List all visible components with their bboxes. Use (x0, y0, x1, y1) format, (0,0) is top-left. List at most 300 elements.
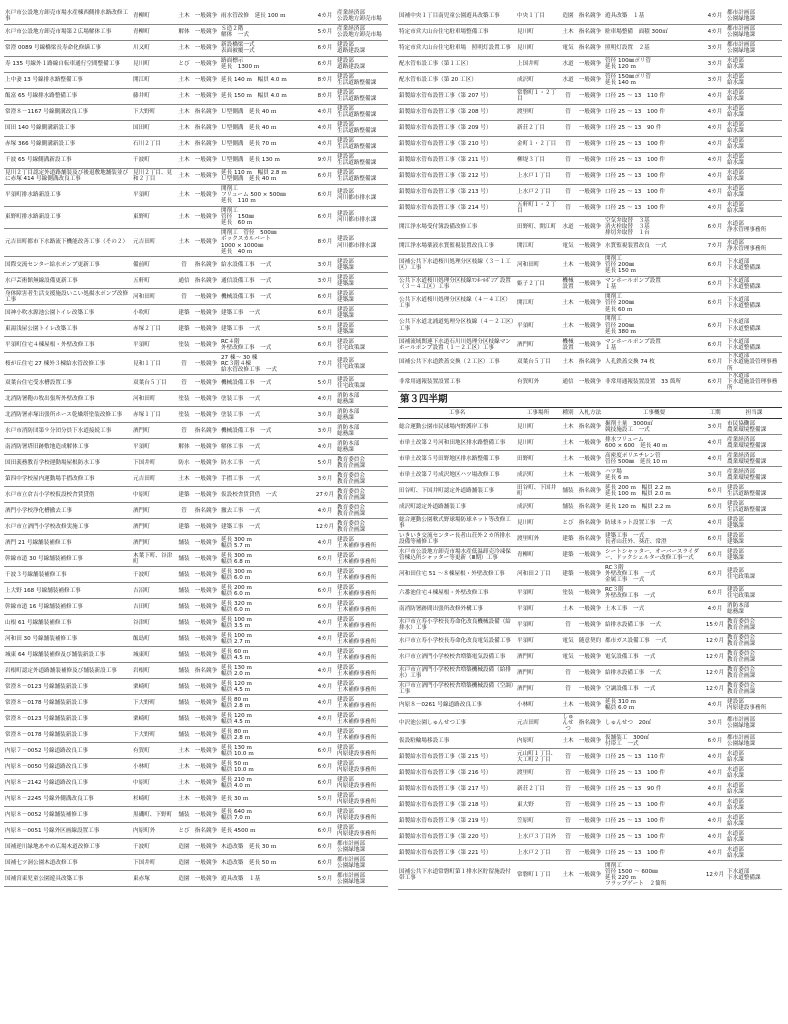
table-cell: 4カ月 (704, 184, 726, 200)
table-cell: 建築工事 一式 (220, 321, 314, 337)
table-cell: 鉛製給水管布設替工事（第 210 号） (398, 136, 516, 152)
table-cell: 木葉下町、谷津町 (132, 551, 176, 567)
table-cell: 開削工 管径 500㎜ ボックスカルバート 1000 × 1000㎜ 延長 40 ｍ (220, 228, 314, 256)
table-cell: 管 (560, 681, 576, 697)
table-cell: 6カ月 (314, 583, 336, 599)
table-cell: 6カ月 (704, 337, 726, 353)
table-cell: 内原８－2245 号線外側溝改良工事 (4, 791, 132, 807)
table-cell: 6カ月 (314, 839, 336, 855)
table-cell: 6カ月 (314, 855, 336, 871)
table-cell: 電気 (560, 649, 576, 665)
table-cell: 一般競争 (576, 435, 604, 451)
table-cell: 延長 130 ｍ 幅員 10.0 ｍ (220, 743, 314, 759)
table-cell: 延長 130 ｍ 幅員 2.0 ｍ (220, 663, 314, 679)
table-cell: Ｕ型側溝 延長 40 ｍ (220, 120, 314, 136)
table-cell: 田谷町、下国井町認定外道路舗装工事 (398, 483, 516, 499)
table-cell: 3カ月 (314, 273, 336, 289)
table-cell: 管 (560, 88, 576, 104)
table-cell: 下水道部 下水道整備課 (726, 337, 782, 353)
table-row (4, 807, 388, 823)
table-cell: 平須町 (516, 601, 560, 617)
table-cell: 管 (560, 665, 576, 681)
table-cell: 4カ月 (704, 781, 726, 797)
table-cell: 水道部 浄水管理事務所 (726, 238, 782, 254)
table-cell: 城東町 (132, 647, 176, 663)
table-cell: 建築工事 一式 長者山荘外、葵荘、常澄 (604, 531, 704, 547)
table-cell: 水戸市立酒門小学校校舎増築機械設備（給排水）工事 (398, 665, 516, 681)
table-cell: 4カ月 (314, 727, 336, 743)
table-cell: 舗装 (176, 679, 192, 695)
table-cell: 市単土改第２号河和田地区排水路整備工事 (398, 435, 516, 451)
table-cell: 一般競争 (576, 372, 604, 392)
table-cell: 舗装 (176, 695, 192, 711)
table-cell: 土木 (176, 104, 192, 120)
table-cell: 産業経済部 公設地方卸売市場 (336, 24, 388, 40)
table-cell: 中原町 (132, 487, 176, 503)
table-cell: 土木 (176, 228, 192, 256)
table-row (398, 238, 782, 254)
table-cell: 鉛製給水管布設替工事（第 217 号） (398, 781, 516, 797)
table-cell: 6カ月 (314, 56, 336, 72)
table-cell: 栗崎町 (132, 711, 176, 727)
table-cell: 都市計画部 公園緑地課 (726, 733, 782, 749)
table-cell: 給排水設備工事 一式 (604, 617, 704, 633)
table-cell: 6カ月 (704, 531, 726, 547)
table-cell: 都市計画部 公園緑地課 (726, 40, 782, 56)
table-cell: 建設部 道路建設課 (336, 40, 388, 56)
table-cell: 開削工 管径 200㎜ 延長 150 ｍ (604, 254, 704, 276)
table-row (398, 531, 782, 547)
table-cell: 3カ月 (704, 40, 726, 56)
table-cell: 舗装 (176, 663, 192, 679)
table-cell: 酒門町 (132, 519, 176, 535)
table-cell: 口径 25 ～ 13 90 件 (604, 120, 704, 136)
table-cell: 12カ月 (704, 633, 726, 649)
table-cell: 延長 320 ｍ 幅員 6.0 ｍ (220, 599, 314, 615)
table-cell: 内原８－0051 号線外区画線設置工事 (4, 823, 132, 839)
table-cell: 教育委員会 教育企画課 (726, 617, 782, 633)
table-cell: 8カ月 (314, 88, 336, 104)
table-cell: 指名競争 (192, 423, 220, 439)
table-cell: 土木 (176, 775, 192, 791)
table-cell: 延長 120 ｍ 幅員 4.5 ｍ (220, 711, 314, 727)
table-cell: 土木 (176, 136, 192, 152)
table-row (4, 567, 388, 583)
table-cell: 市単土改第５号田野地区排水路整備工事 (398, 451, 516, 467)
table-cell: 通信設備工事 一式 (220, 273, 314, 289)
table-cell: 一般競争 (576, 585, 604, 601)
table-cell: 6カ月 (314, 567, 336, 583)
table-cell: 建設部 土木補修事務所 (336, 663, 388, 679)
table-cell: とび (176, 823, 192, 839)
table-cell: 中沢池公園しゅんせつ工事 (398, 713, 516, 733)
table-cell: 平須町 (132, 184, 176, 206)
table-cell: 建設部 生活道路整備課 (336, 152, 388, 168)
table-cell: 4カ月 (314, 8, 336, 24)
table-cell: 青柳町 (132, 8, 176, 24)
table-cell: 指名競争 (192, 257, 220, 273)
table-cell: 掘削土量 3000㎥ 競技施設工 一式 (604, 419, 704, 435)
table-cell: 内原町 (516, 733, 560, 749)
table-cell: 一般競争 (192, 551, 220, 567)
header-cell: 種別 (560, 408, 576, 419)
table-cell: 一般競争 (192, 759, 220, 775)
table-cell: 国際交流センター給水ポンプ更新工事 (4, 257, 132, 273)
table-cell: 水戸市立酒門小学校校舎増築電気設備工事 (398, 649, 516, 665)
table-cell: 遊具改築 １基 (220, 871, 314, 887)
table-row (4, 8, 388, 24)
table-cell: 青柳町 (516, 547, 560, 563)
table-cell: 6カ月 (704, 499, 726, 515)
table-cell: 国補七ツ洞公園木道改修工事 (4, 855, 132, 871)
quarter-3-table-body (398, 419, 782, 889)
table-cell: 6カ月 (314, 775, 336, 791)
table-cell: 15カ月 (704, 617, 726, 633)
table-cell: 双葉台住宅受水槽設置工事 (4, 375, 132, 391)
table-cell: 5カ月 (314, 321, 336, 337)
table-cell: 水戸市立寿小学校長寿命化改良電気設備工事 (398, 633, 516, 649)
table-cell: 5カ月 (314, 871, 336, 887)
table-cell: 一般競争 (192, 337, 220, 353)
table-cell: 鉛製給水管布設替工事（第 208 号） (398, 104, 516, 120)
table-cell: 建設部 建築課 (336, 273, 388, 289)
table-cell: 建築 (560, 563, 576, 585)
table-row (398, 633, 782, 649)
table-cell: 山根 61 号線舗装補修工事 (4, 615, 132, 631)
table-cell: 指名競争 (192, 823, 220, 839)
table-cell: 田野町、開江町 (516, 216, 560, 238)
table-cell: 教育委員会 教育企画課 (726, 665, 782, 681)
table-row (4, 711, 388, 727)
table-cell: 口径 25 ～ 13 110 件 (604, 88, 704, 104)
table-cell: 建設部 土木補修事務所 (336, 711, 388, 727)
table-cell: 一般競争 (576, 829, 604, 845)
table-cell: 一般競争 (576, 120, 604, 136)
table-cell: 建設部 土木補修事務所 (336, 567, 388, 583)
table-cell: 建設部 生活道路整備課 (336, 136, 388, 152)
table-cell: 管 (560, 829, 576, 845)
table-cell: 消防本部 総務課 (336, 407, 388, 423)
table-cell: 一般競争 (192, 407, 220, 423)
table-cell: 給水設備工事 一式 (220, 257, 314, 273)
table-cell: 国補公共下水道鉄蓋交換（２工区）工事 (398, 353, 516, 373)
table-cell: 平須町 (516, 585, 560, 601)
table-cell: 土木 (560, 353, 576, 373)
table-cell: 一般競争 (192, 439, 220, 455)
table-cell: 延長 50 ｍ 幅員 10.0 ｍ (220, 759, 314, 775)
table-cell: 4カ月 (704, 813, 726, 829)
table-row (4, 72, 388, 88)
table-cell: 新設橋梁一式 表面被覆一式 (220, 40, 314, 56)
table-cell: 渡里町 (516, 765, 560, 781)
table-cell: 五軒町１・２丁目 (516, 200, 560, 216)
table-row (398, 353, 782, 373)
table-cell: 桜が丘住宅 27 棟外３棟給水管改修工事 (4, 353, 132, 375)
table-cell: 一般競争 (192, 72, 220, 88)
table-cell: 造園 (176, 839, 192, 855)
table-cell: 教育委員会 教育企画課 (726, 649, 782, 665)
table-cell: 4カ月 (704, 765, 726, 781)
table-cell: 建設部 住宅政策課 (336, 353, 388, 375)
table-cell: 常澄８－0178 号線舗装新設工事 (4, 695, 132, 711)
table-row (398, 749, 782, 765)
table-cell: 建設部 内原建設事務所 (336, 807, 388, 823)
table-row (398, 56, 782, 72)
left-column (4, 8, 388, 887)
table-cell: 4カ月 (704, 136, 726, 152)
table-cell: 一般競争 (576, 861, 604, 889)
table-cell: 一般競争 (192, 487, 220, 503)
table-cell: 指名競争 (192, 273, 220, 289)
table-cell: 舗装 (176, 567, 192, 583)
table-cell: 一般競争 (192, 727, 220, 743)
table-cell: 土木 (176, 206, 192, 228)
table-cell: 舗装 (176, 711, 192, 727)
table-cell: 5カ月 (314, 791, 336, 807)
table-cell: 公共下水道桜川処理分区枝線ﾏﾝﾎｰﾙﾎﾟﾝﾌﾟ設置（３－４工区）工事 (398, 276, 516, 292)
table-cell: 3カ月 (314, 257, 336, 273)
table-cell: 一般競争 (576, 168, 604, 184)
table-cell: 千波 65 号線側溝新設工事 (4, 152, 132, 168)
table-row (4, 791, 388, 807)
table-cell: 建設部 内原建設事務所 (726, 697, 782, 713)
table-row (398, 467, 782, 483)
table-cell: 4カ月 (704, 601, 726, 617)
table-cell: 管 (560, 136, 576, 152)
table-cell: 酒門町 (132, 423, 176, 439)
table-cell: 一般競争 (576, 813, 604, 829)
table-cell: 4カ月 (704, 845, 726, 861)
table-cell: 鉛製給水管布設替工事（第 218 号） (398, 797, 516, 813)
table-cell: 造園 (560, 8, 576, 24)
table-cell: 指名競争 (576, 419, 604, 435)
table-cell: 土木 (176, 168, 192, 184)
table-cell: 管 (560, 104, 576, 120)
table-cell: 建設部 内原建設事務所 (336, 823, 388, 839)
table-cell: 土木 (176, 471, 192, 487)
table-cell: 一般競争 (576, 136, 604, 152)
table-cell: 一般競争 (192, 152, 220, 168)
table-cell: 土木 (176, 88, 192, 104)
table-cell: 渡里町外 (516, 531, 560, 547)
table-cell: 水戸市立倉吉小学校仮設校舎賃貸借 (4, 487, 132, 503)
table-cell: 6カ月 (704, 315, 726, 337)
table-cell: 常澄８－1167 号線側溝改良工事 (4, 104, 132, 120)
table-cell: 建設部 住宅政策課 (726, 585, 782, 601)
table-cell: 下水道部 下水道整備課 (726, 861, 782, 889)
table-cell: 建設部 生活道路整備課 (336, 168, 388, 184)
table-row (4, 583, 388, 599)
table-row (398, 372, 782, 392)
table-cell: 谷津町 (132, 615, 176, 631)
table-cell: 建設部 建築課 (336, 257, 388, 273)
table-cell: 一般競争 (576, 315, 604, 337)
table-cell: 土木 (560, 292, 576, 314)
table-row (4, 337, 388, 353)
table-cell: 指名競争 (576, 483, 604, 499)
table-cell: 土木工事 一式 (604, 601, 704, 617)
table-cell: 東野町排水路新設工事 (4, 206, 132, 228)
table-row (398, 216, 782, 238)
table-row (4, 273, 388, 289)
table-cell: 機械設置 (560, 337, 576, 353)
table-cell: 内原８－2142 号線道路改良工事 (4, 775, 132, 791)
table-cell: 舗装 (176, 615, 192, 631)
table-cell: 東赤塚 (132, 871, 176, 887)
table-cell: 消防本部 総務課 (336, 391, 388, 407)
table-cell: 水質監視装置改良 一式 (604, 238, 704, 254)
table-cell: 一般競争 (192, 168, 220, 184)
table-cell: 一般競争 (576, 451, 604, 467)
table-cell: 建設部 住宅政策課 (726, 563, 782, 585)
table-cell: 河和田町 (132, 289, 176, 305)
table-cell: 酒門町 (132, 503, 176, 519)
table-row (4, 599, 388, 615)
table-cell: 都市計画部 公園緑地課 (336, 839, 388, 855)
table-cell: 国補流域関連下水道石川川処理分区枝線マンホールポンプ設置（１－２工区）工事 (398, 337, 516, 353)
table-cell: 教育委員会 教育企画課 (336, 455, 388, 471)
table-cell: 6カ月 (314, 823, 336, 839)
table-row (4, 823, 388, 839)
table-cell: 一般競争 (192, 8, 220, 24)
table-cell: 3カ月 (704, 56, 726, 72)
table-cell: 4カ月 (314, 679, 336, 695)
table-cell: 開削工 フリューム 500 × 500㎜ 延長 110 ｍ (220, 184, 314, 206)
table-cell: 管径 100㎜ポリ管 延長 120 ｍ (604, 56, 704, 72)
table-cell: 一般競争 (192, 391, 220, 407)
table-cell: 見川町 (516, 40, 560, 56)
table-cell: 電気設備工事 一式 (604, 649, 704, 665)
table-cell: 一般競争 (576, 733, 604, 749)
table-cell: 6カ月 (704, 585, 726, 601)
table-cell: 建設部 生活道路整備課 (336, 88, 388, 104)
table-cell: 五軒町 (132, 273, 176, 289)
table-cell: 4カ月 (314, 136, 336, 152)
table-row (398, 451, 782, 467)
table-cell: 飯島町 (132, 631, 176, 647)
table-cell: 指名競争 (576, 499, 604, 515)
table-cell: 元吉田町 (516, 713, 560, 733)
table-cell: 建設部 内原建設事務所 (336, 775, 388, 791)
table-cell: 指名競争 (576, 40, 604, 56)
table-cell: 口径 25 ～ 13 100 件 (604, 829, 704, 845)
table-row (4, 305, 388, 321)
table-cell: 常磐町１丁目 (516, 861, 560, 889)
table-cell: 建設部 生活道路整備課 (726, 483, 782, 499)
table-cell: 水道 (560, 56, 576, 72)
table-cell: RC３階 外壁改修工事 一式 金属工事 一式 (604, 563, 704, 585)
table-row (4, 206, 388, 228)
table-cell: 仮設校舎賃貸借 一式 (220, 487, 314, 503)
table-cell: 水道部 給水課 (726, 88, 782, 104)
table-cell: 12カ月 (704, 861, 726, 889)
table-cell: 鉛製給水管布設替工事（第 215 号） (398, 749, 516, 765)
table-row (398, 733, 782, 749)
table-cell: 下国井町 (132, 455, 176, 471)
table-cell: 鉛製給水管布設替工事（第 221 号） (398, 845, 516, 861)
table-cell: 建築 (176, 519, 192, 535)
table-cell: 総合運動公園軟式野球場防球ネット等改修工事 (398, 515, 516, 531)
table-cell: 成沢町認定外道路舗装工事 (398, 499, 516, 515)
table-row (398, 845, 782, 861)
table-cell: 石川２丁目 (132, 136, 176, 152)
table-cell: 7カ月 (704, 238, 726, 254)
table-cell: 4カ月 (704, 200, 726, 216)
table-row (398, 697, 782, 713)
table-cell: 水道部 給水課 (726, 765, 782, 781)
table-row (4, 519, 388, 535)
table-cell: 木道改築 延長 50 ｍ (220, 855, 314, 871)
table-row (398, 152, 782, 168)
table-row (398, 813, 782, 829)
table-cell: 教育委員会 教育企画課 (336, 503, 388, 519)
table-cell: 随意契約 (576, 633, 604, 649)
table-cell: 鉛製給水管布設替工事（第 209 号） (398, 120, 516, 136)
table-row (398, 200, 782, 216)
table-cell: 4カ月 (314, 647, 336, 663)
table-row (398, 184, 782, 200)
table-cell: 平須町 (132, 439, 176, 455)
table-cell: 指名競争 (576, 531, 604, 547)
table-cell: 下大野町 (132, 104, 176, 120)
table-cell: 管 (176, 503, 192, 519)
table-row (398, 601, 782, 617)
table-cell: 延長 200 ｍ 幅員 6.0 ｍ (220, 583, 314, 599)
table-cell: 建設部 内原建設事務所 (336, 759, 388, 775)
table-cell: 酒門小学校浄化槽撤去工事 (4, 503, 132, 519)
table-cell: 一般競争 (576, 547, 604, 563)
table-cell: 千波町 (132, 567, 176, 583)
table-row (4, 615, 388, 631)
table-cell: 一般競争 (192, 631, 220, 647)
table-cell: 水戸市公設地方卸売市場第２広場解体工事 (4, 24, 132, 40)
table-row (4, 855, 388, 871)
table-cell: 平須町 (516, 633, 560, 649)
table-cell: 一般競争 (192, 647, 220, 663)
table-cell: 鉛製給水管布設替工事（第 220 号） (398, 829, 516, 845)
table-row (4, 40, 388, 56)
table-cell: 6カ月 (314, 759, 336, 775)
table-cell: 6カ月 (314, 743, 336, 759)
table-cell: 機械設備工事 一式 (220, 375, 314, 391)
table-cell: 防水 (176, 455, 192, 471)
table-cell: 撤去工事 一式 (220, 503, 314, 519)
table-cell: 南消防署跡間出張所改修外構工事 (398, 601, 516, 617)
table-cell: 延長 60 ｍ 幅員 4.5 ｍ (220, 647, 314, 663)
table-cell: 5カ月 (314, 375, 336, 391)
table-cell: 延長 310 ｍ 幅員 6.0 ｍ (604, 697, 704, 713)
table-cell: 一般競争 (192, 775, 220, 791)
table-cell: 4カ月 (704, 152, 726, 168)
table-row (4, 647, 388, 663)
table-cell: 総合運動公園市民球場内野護岸工事 (398, 419, 516, 435)
table-cell: 建設部 土木補修事務所 (336, 551, 388, 567)
table-cell: 3カ月 (704, 713, 726, 733)
table-cell: 国補中央１丁目南児童公園遊具改築工事 (398, 8, 516, 24)
table-cell: 5カ月 (314, 24, 336, 40)
table-cell: 建設部 土木補修事務所 (336, 599, 388, 615)
table-cell: 指名競争 (192, 120, 220, 136)
table-cell: 内原８－0052 号線舗装補修工事 (4, 807, 132, 823)
table-cell: 一般競争 (192, 791, 220, 807)
table-cell: 一般競争 (576, 765, 604, 781)
table-cell: 内原町外 (132, 823, 176, 839)
table-cell: 12カ月 (704, 665, 726, 681)
table-cell: 建設部 土木補修事務所 (336, 695, 388, 711)
table-cell: 岩根町 (132, 663, 176, 679)
table-cell: 栗崎町 (132, 679, 176, 695)
table-cell: 土木 (176, 791, 192, 807)
